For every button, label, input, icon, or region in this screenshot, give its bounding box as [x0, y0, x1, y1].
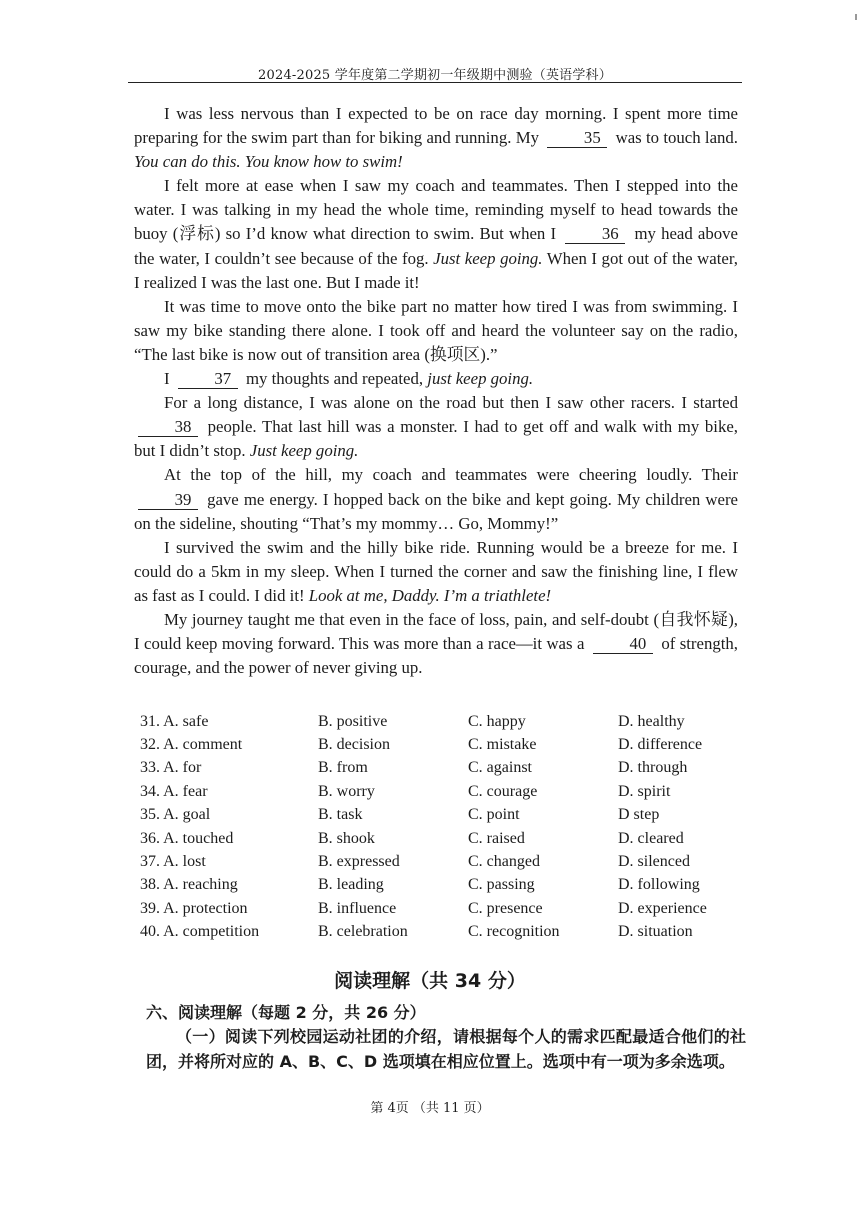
- option-c: C. passing: [468, 876, 535, 894]
- option-c: C. raised: [468, 829, 525, 847]
- option-row: [140, 757, 738, 780]
- option-c: C. presence: [468, 899, 543, 917]
- option-c: C. against: [468, 759, 532, 777]
- option-d: D. situation: [618, 923, 693, 941]
- paragraph-2: I felt more at ease when I saw my coach and teammates. Then I stepped into the water. I was talking in my head the whole time, reminding myself to head towards the buoy (浮标) so I’d know what direction to swim. But when I 36 my head above the water, I couldn’t see because of the fog. Just keep going. When I got out of the water, I realized I was the last one. But I made it!: [134, 176, 738, 292]
- option-d: D. healthy: [618, 712, 685, 730]
- option-c: C. changed: [468, 853, 540, 871]
- option-row: [140, 710, 738, 733]
- page-footer: 第 4页 （共 11 页）: [370, 1101, 490, 1116]
- option-row: [140, 780, 738, 803]
- option-row: [140, 874, 738, 897]
- option-d: D. silenced: [618, 853, 690, 871]
- option-c: C. happy: [468, 712, 526, 730]
- option-a: 35. A. goal: [140, 806, 211, 824]
- option-row: [140, 804, 738, 827]
- sub-section-title: 六、阅读理解（每题 2 分，共 26 分）: [146, 1003, 426, 1022]
- paragraph-6: At the top of the hill, my coach and teammates were cheering loudly. Their 39 gave me energy. I hopped back on the bike and kept going. My children were on the sideline, shouting “That’s my mommy… Go, Mommy!”: [134, 465, 738, 533]
- section-title: 阅读理解（共 34 分）: [334, 970, 526, 992]
- option-b: B. celebration: [318, 923, 408, 941]
- header-divider: [128, 82, 742, 83]
- option-d: D. following: [618, 876, 700, 894]
- option-b: B. expressed: [318, 853, 400, 871]
- option-a: 38. A. reaching: [140, 876, 238, 894]
- option-d: D step: [618, 806, 660, 824]
- blank-35: 35: [547, 129, 607, 148]
- option-d: D. spirit: [618, 782, 671, 800]
- option-b: B. leading: [318, 876, 384, 894]
- paragraph-1: I was less nervous than I expected to be on race day morning. I spent more time preparing for the swim part than for biking and running. My 35 was to touch land. You can do this. You know how to swim!: [134, 104, 738, 172]
- option-a: 37. A. lost: [140, 853, 206, 871]
- option-row: [140, 827, 738, 850]
- option-b: B. task: [318, 806, 363, 824]
- option-d: D. experience: [618, 899, 707, 917]
- option-a: 36. A. touched: [140, 829, 234, 847]
- option-a: 40. A. competition: [140, 923, 260, 941]
- paragraph-7: I survived the swim and the hilly bike ride. Running would be a breeze for me. I could do a 5km in my sleep. When I turned the corner and saw the finishing line, I flew as fast as I could. I did it! Look at me, Daddy. I’m a triathlete!: [134, 537, 738, 605]
- blank-37: 37: [178, 370, 238, 389]
- option-a: 31. A. safe: [140, 712, 209, 730]
- reading-instructions: （一）阅读下列校园运动社团的介绍，请根据每个人的需求匹配最适合他们的社团，并将所对应的 A、B、C、D 选项填在相应位置上。选项中有一项为多余选项。: [146, 1027, 746, 1071]
- paragraph-3: It was time to move onto the bike part no matter how tired I was from swimming. I saw my bike standing there alone. I took off and heard the volunteer say on the radio, “The last bike is now out of transition area (换项区).”: [134, 296, 738, 364]
- option-c: C. recognition: [468, 923, 560, 941]
- option-d: D. cleared: [618, 829, 684, 847]
- option-b: B. positive: [318, 712, 388, 730]
- option-b: B. shook: [318, 829, 375, 847]
- option-b: B. decision: [318, 736, 390, 754]
- answer-options-table: [140, 710, 738, 944]
- cloze-passage: [134, 102, 738, 680]
- option-b: B. worry: [318, 782, 375, 800]
- option-row: [140, 897, 738, 920]
- option-row: [140, 733, 738, 756]
- option-a: 39. A. protection: [140, 899, 248, 917]
- option-a: 32. A. comment: [140, 736, 243, 754]
- blank-36: 36: [565, 225, 625, 244]
- option-c: C. point: [468, 806, 520, 824]
- paragraph-4: I 37 my thoughts and repeated, just keep going.: [164, 369, 534, 389]
- option-b: B. from: [318, 759, 368, 777]
- option-c: C. courage: [468, 782, 538, 800]
- blank-39: 39: [138, 491, 198, 510]
- option-a: 33. A. for: [140, 759, 202, 777]
- option-d: D. difference: [618, 736, 703, 754]
- option-a: 34. A. fear: [140, 782, 208, 800]
- scan-edge-mark: [855, 14, 857, 20]
- option-row: [140, 921, 738, 944]
- exam-header: 2024-2025 学年度第二学期初一年级期中测验（英语学科）: [258, 68, 612, 83]
- option-row: [140, 850, 738, 873]
- paragraph-8: My journey taught me that even in the face of loss, pain, and self-doubt (自我怀疑), I could keep moving forward. This was more than a race—it was a 40 of strength, courage, and the power of never giving up.: [134, 609, 738, 678]
- option-c: C. mistake: [468, 736, 537, 754]
- blank-38: 38: [138, 418, 198, 437]
- paragraph-5: For a long distance, I was alone on the road but then I saw other racers. I started 38 people. That last hill was a monster. I had to get off and walk with my bike, but I didn’t stop. Just keep going.: [134, 393, 738, 461]
- blank-40: 40: [593, 635, 653, 654]
- option-d: D. through: [618, 759, 688, 777]
- option-b: B. influence: [318, 899, 397, 917]
